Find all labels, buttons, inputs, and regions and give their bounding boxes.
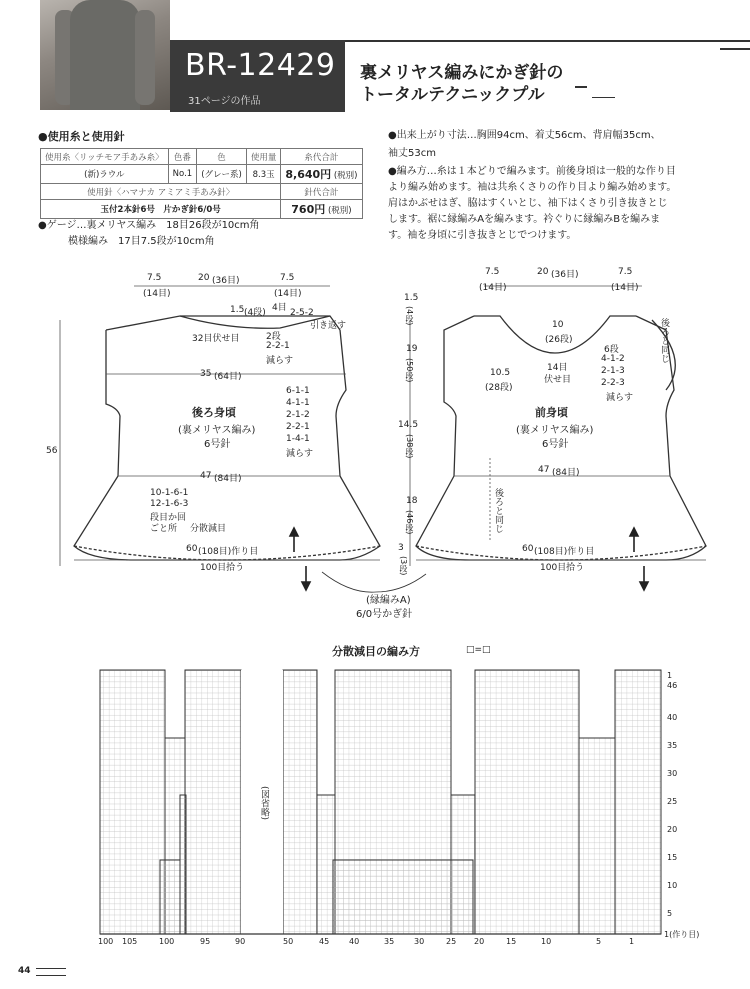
chart-omitted-note: (図省略)	[259, 786, 269, 821]
back-top-left-sub: (14目)	[143, 289, 171, 299]
gauge-line-2: 模様編み 17目7.5段が10cm角	[68, 236, 215, 247]
table-row	[41, 165, 363, 184]
front-neck-dec-4: 2-2-3	[601, 378, 625, 388]
title-rule	[345, 40, 750, 42]
back-arm-3: 2-1-2	[286, 410, 310, 420]
front-side-3-sub: (38段)	[405, 434, 414, 459]
back-dist-5: 分散減目	[190, 524, 227, 534]
edging-line-1: (縁編みA)	[366, 595, 411, 606]
back-needle: 6号針	[204, 439, 231, 450]
needle-col: 使用針〈ハマナカ アミアミ手あみ針〉	[41, 184, 281, 200]
footer-rule	[36, 968, 66, 976]
x-label: 25	[446, 937, 457, 946]
method-line: します。裾に縁編みAを編みます。衿ぐりに縁編みBを編みま	[388, 214, 661, 225]
finish-line-2: 袖丈53cm	[388, 148, 436, 159]
front-bind-off-b: 伏せ目	[544, 375, 572, 385]
materials-table	[40, 148, 363, 219]
row-label: 15	[667, 853, 678, 862]
x-label: 40	[349, 937, 360, 946]
front-neck-depth-sub: (28段)	[485, 383, 513, 393]
color-col: 色	[197, 149, 247, 165]
arrow-head-down	[640, 582, 648, 590]
front-side-1-sub: (4段)	[405, 306, 414, 326]
sleeve-shape	[135, 10, 155, 105]
front-top-left-sub: (14目)	[479, 283, 507, 293]
x-label: 95	[200, 937, 211, 946]
row-label: 20	[667, 825, 678, 834]
front-side-4: 18	[406, 496, 418, 506]
back-top-mid: 20	[198, 273, 210, 283]
torso-shape	[70, 0, 140, 110]
chart-section	[185, 670, 241, 934]
front-cast-on: 60	[522, 544, 534, 554]
chart-symbol-key: □=□	[466, 645, 491, 655]
decrease-chart-grid	[98, 665, 668, 940]
chart-step	[333, 860, 473, 934]
x-label: 100	[98, 937, 114, 946]
table-row	[41, 184, 363, 200]
back-neck-depth-sub: (4段)	[244, 308, 266, 318]
front-name: 前身頃	[535, 406, 568, 419]
row-label: 35	[667, 741, 678, 750]
back-arm-6: 減らす	[286, 449, 314, 459]
front-neck-dec-5: 減らす	[606, 393, 634, 403]
back-shoulder-line	[106, 316, 340, 330]
back-dist-3: 段目か回	[150, 513, 187, 523]
back-neck-dec4: 減らす	[266, 356, 294, 366]
method-line: 肩はかぶせはぎ、脇はすくいとじ、袖下はくさり引き抜きとじ	[388, 198, 668, 209]
amount-col: 使用量	[246, 149, 281, 165]
back-cast-on: 60	[186, 544, 198, 554]
title-underline	[592, 97, 615, 98]
color-no-value: No.1	[168, 165, 197, 184]
page-number: 44	[18, 966, 31, 976]
x-label: 15	[506, 937, 517, 946]
x-label: 90	[235, 937, 246, 946]
front-neck-dec-1: 6段	[604, 345, 619, 355]
back-neck-dec2: 2段	[266, 332, 281, 342]
chart-section	[317, 795, 335, 934]
color-no-col: 色番	[168, 149, 197, 165]
row-label: 40	[667, 713, 678, 722]
total-col: 糸代合計	[281, 149, 362, 165]
back-cast-on-sub: (108目)作り目	[198, 547, 259, 557]
back-height: 56	[46, 446, 58, 456]
x-label: 30	[414, 937, 425, 946]
arrow-head-up	[630, 528, 638, 536]
front-top-mid-sub: (36目)	[551, 270, 579, 280]
model-number: BR-12429	[185, 48, 336, 83]
x-label: 100	[159, 937, 175, 946]
front-side-5: 3	[398, 543, 404, 553]
edging-bracket-curve	[322, 572, 426, 592]
back-name: 後ろ身頃	[192, 406, 236, 419]
front-waist-sub: (84目)	[552, 468, 580, 478]
needle-total: 760円	[291, 203, 326, 216]
x-label: 5	[596, 937, 602, 946]
x-label: 35	[384, 937, 395, 946]
model-photo	[40, 0, 170, 110]
materials-heading: ●使用糸と使用針	[38, 130, 125, 143]
front-waist: 47	[538, 465, 550, 475]
chart-section	[579, 738, 615, 934]
back-top-mid-sub: (36目)	[212, 276, 240, 286]
x-label: 45	[319, 937, 330, 946]
back-width: 35	[200, 369, 212, 379]
edging-bracket	[320, 570, 430, 600]
row-label: 1	[667, 671, 673, 680]
front-same-lower: 後ろと同じ	[493, 488, 503, 533]
needle-total-cell	[281, 200, 362, 219]
back-neck-dec-a: 2-5-2	[290, 308, 314, 318]
front-cast-on-sub: (108目)作り目	[534, 547, 595, 557]
front-side-5-sub: (3段)	[399, 556, 408, 576]
front-top-left: 7.5	[485, 267, 500, 277]
front-top-right: 7.5	[618, 267, 633, 277]
back-waist: 47	[200, 471, 212, 481]
finish-line-1: ●出来上がり寸法…胸囲94cm、着丈56cm、背肩幅35cm、	[388, 130, 661, 141]
back-bind-off: 32目伏せ目	[192, 334, 240, 344]
back-dist-4: ごと所	[150, 524, 178, 534]
x-label: 105	[122, 937, 138, 946]
title-line-1: 裏メリヤス編みにかぎ針の	[360, 63, 564, 83]
corner-rule	[720, 48, 750, 50]
yarn-col: 使用糸〈リッチモア手あみ糸〉	[41, 149, 169, 165]
tax-note: (税別)	[327, 206, 352, 216]
row-label-cast-on: 1(作り目)	[664, 930, 700, 939]
back-top-right: 7.5	[280, 273, 295, 283]
front-neck-depth: 10.5	[490, 368, 511, 378]
front-neck-w: 10	[552, 320, 564, 330]
back-top-left: 7.5	[147, 273, 162, 283]
front-same-as-back: 後ろと同じ	[659, 318, 669, 363]
back-arm-4: 2-2-1	[286, 422, 310, 432]
front-side-2-sub: (50段)	[405, 358, 414, 383]
title-dash	[575, 86, 587, 88]
back-pickup: 100目拾う	[200, 563, 245, 573]
edging-line-2: 6/0号かぎ針	[356, 609, 413, 620]
back-top-right-sub: (14目)	[274, 289, 302, 299]
method-line: より編み始めます。袖は共糸くさりの作り目より編み始めます。	[388, 182, 677, 193]
back-arm-1: 6-1-1	[286, 386, 310, 396]
row-label: 25	[667, 797, 678, 806]
table-row	[41, 200, 363, 219]
back-dist-1: 10-1-6-1	[150, 488, 189, 498]
front-bind-off-a: 14目	[547, 363, 568, 373]
front-top-mid: 20	[537, 267, 549, 277]
yarn-value: (新)ラウル	[41, 165, 169, 184]
table-row	[41, 149, 363, 165]
chart-step	[180, 795, 186, 934]
gauge-line-1: ●ゲージ…裏メリヤス編み 18目26段が10cm角	[38, 220, 260, 231]
arrow-head-up	[290, 528, 298, 536]
x-label: 20	[474, 937, 485, 946]
back-neck-depth: 1.5	[230, 305, 245, 315]
front-needle: 6号針	[542, 439, 569, 450]
back-arm-5: 1-4-1	[286, 434, 310, 444]
back-waist-sub: (84目)	[214, 474, 242, 484]
chart-section	[283, 670, 317, 934]
method-line: す。袖を身頃に引き抜きとじでつけます。	[388, 230, 577, 241]
yarn-total: 8,640円	[285, 168, 332, 181]
color-value: (グレー系)	[197, 165, 247, 184]
front-side-2: 19	[406, 344, 418, 354]
front-side-4-sub: (46段)	[405, 510, 414, 535]
chart-title: 分散減目の編み方	[332, 645, 420, 658]
front-pickup: 100目拾う	[540, 563, 585, 573]
amount-value: 8.3玉	[246, 165, 281, 184]
chart-section	[475, 670, 579, 934]
page-reference: 31ページの作品	[188, 96, 261, 107]
x-label: 10	[541, 937, 552, 946]
x-label: 1	[629, 937, 635, 946]
back-neck-dec-b: 引き返す	[310, 321, 347, 331]
back-neck-st: 4目	[272, 303, 287, 313]
chart-section	[615, 670, 661, 934]
front-top-right-sub: (14目)	[611, 283, 639, 293]
row-label: 30	[667, 769, 678, 778]
chart-section	[100, 670, 165, 934]
needle-total-col: 針代合計	[281, 184, 362, 200]
back-dist-2: 12-1-6-3	[150, 499, 189, 509]
front-side-1: 1.5	[404, 293, 419, 303]
back-stitch: (裏メリヤス編み)	[178, 425, 256, 436]
back-width-sub: (64目)	[214, 372, 242, 382]
title-line-2: トータルテクニックプル	[360, 85, 545, 105]
row-label: 46	[667, 681, 678, 690]
chart-step	[160, 860, 180, 934]
back-neck-dec3: 2-2-1	[266, 341, 290, 351]
arrow-head-down	[302, 582, 310, 590]
method-line: ●編み方…糸は１本どりで編みます。前後身頃は一般的な作り目	[388, 166, 676, 177]
needle-value: 玉付2本針6号 片かぎ針6/0号	[41, 200, 281, 219]
front-side-3: 14.5	[398, 420, 419, 430]
front-neck-dec-2: 4-1-2	[601, 354, 625, 364]
front-neck-w-sub: (26段)	[545, 335, 573, 345]
front-stitch: (裏メリヤス編み)	[516, 425, 594, 436]
x-label: 50	[283, 937, 294, 946]
back-arm-2: 4-1-1	[286, 398, 310, 408]
row-label: 10	[667, 881, 678, 890]
row-label: 5	[667, 909, 673, 918]
yarn-total-cell	[281, 165, 362, 184]
front-neck-dec-3: 2-1-3	[601, 366, 625, 376]
tax-note: (税別)	[333, 171, 358, 181]
